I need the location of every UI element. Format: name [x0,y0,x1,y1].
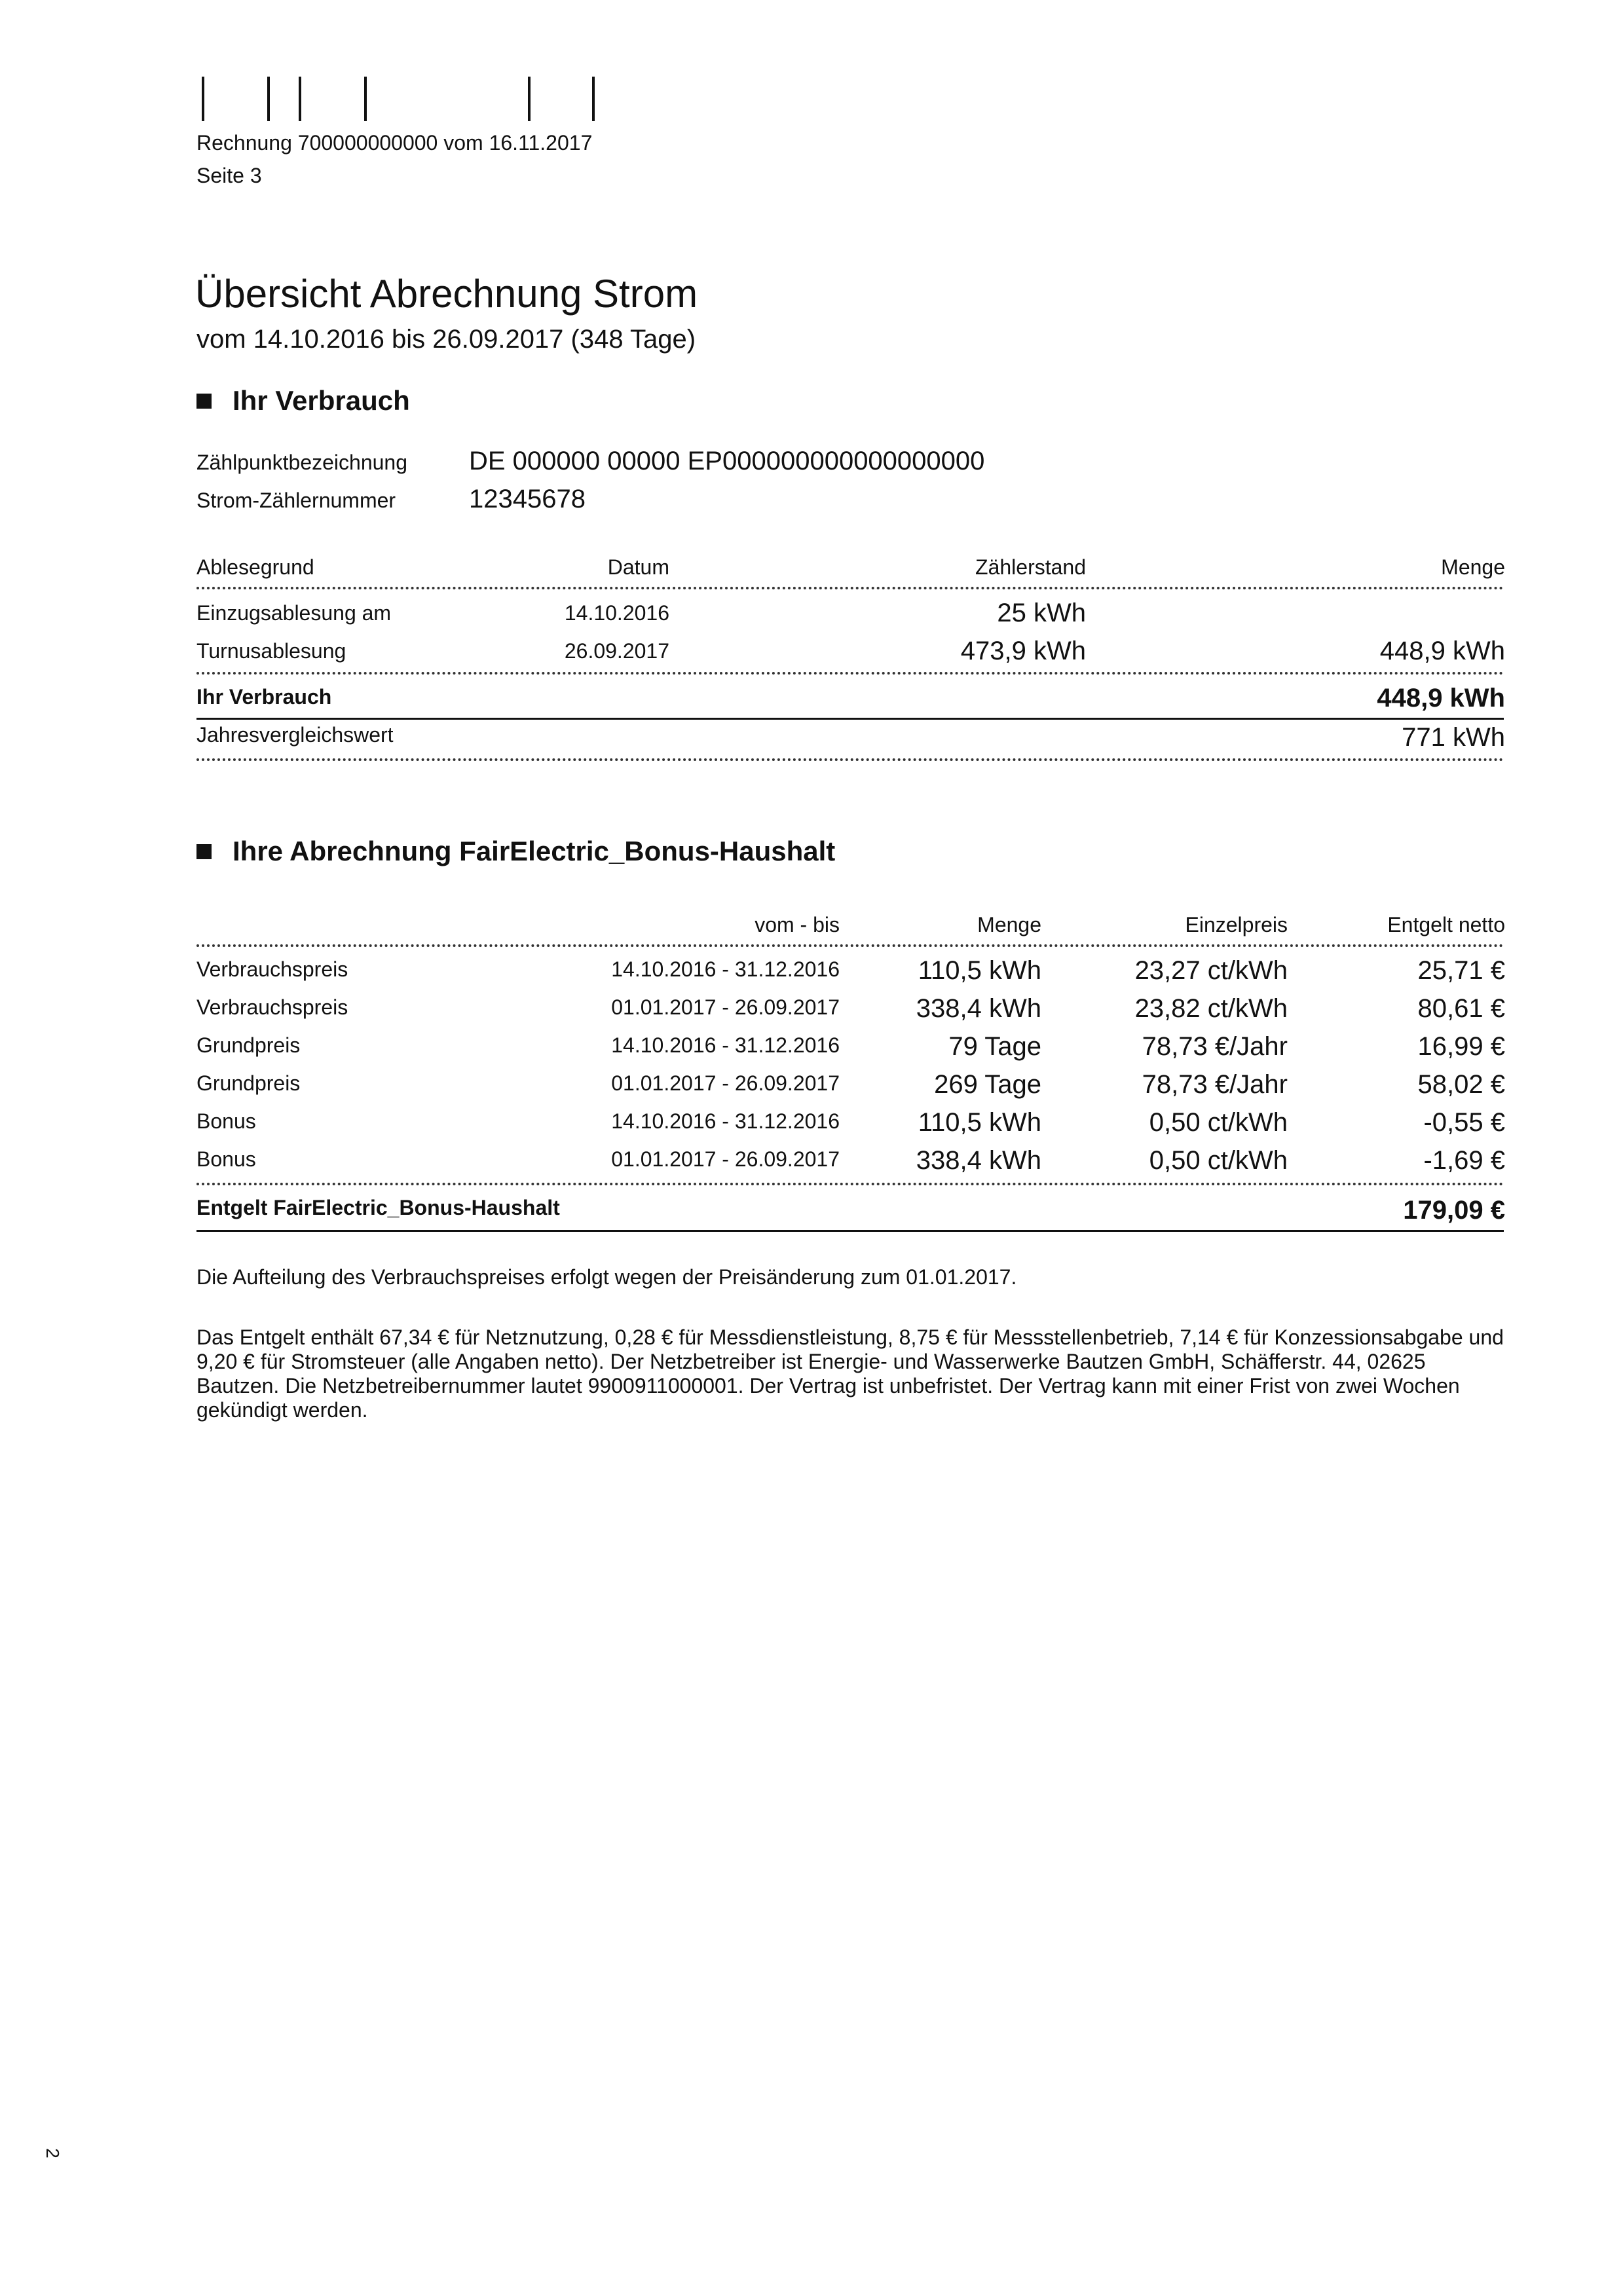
margin-number: 2 [42,2148,63,2158]
col-header-quantity: Menge [977,913,1041,936]
meter-number-label: Strom-Zählernummer [196,489,396,512]
billing-item: Grundpreis [196,1071,301,1095]
billing-net: -1,69 € [1423,1146,1505,1175]
reading-reason: Turnusablesung [196,639,346,663]
billing-net: 25,71 € [1417,956,1505,985]
billing-unit-price: 23,27 ct/kWh [1134,956,1288,985]
reading-value: 473,9 kWh [960,637,1086,665]
col-header-net: Entgelt netto [1387,913,1505,936]
fee-details-note: Das Entgelt enthält 67,34 € für Netznutzung, 0,28 € für Messdienstleistung, 8,75 € für Messstellenbetrieb, 7,14 € für Konzessionsabgabe und 9,20 € für Stromsteuer (alle Angaben netto). Der Netzbetreiber ist Energie- und Wasserwerke Bautzen GmbH, Schäfferstr. 44, 02625 Bautzen. Die Netzbetreibernummer lautet 9900911000001. Der Vertrag ist unbefristet. Der Vertrag kann mit einer Frist von zwei Wochen gekündigt werden. [196,1325,1504,1422]
reading-amount: 448,9 kWh [1379,637,1505,665]
annual-comparison-value: 771 kWh [1402,723,1505,752]
billing-period: 01.01.2017 - 26.09.2017 [611,1071,840,1095]
row-divider [196,587,1504,589]
meter-point-label: Zählpunktbezeichnung [196,451,408,474]
row-divider [196,758,1504,761]
billing-item: Bonus [196,1147,256,1171]
reading-value: 25 kWh [997,599,1086,627]
col-header-amount: Menge [1441,555,1505,579]
billing-period: 01.01.2017 - 26.09.2017 [611,1147,840,1171]
billing-quantity: 269 Tage [934,1070,1041,1099]
row-divider [196,672,1504,675]
billing-unit-price: 0,50 ct/kWh [1149,1108,1288,1137]
billing-item: Grundpreis [196,1033,301,1057]
billing-net: 80,61 € [1417,994,1505,1023]
billing-total-value: 179,09 € [1403,1196,1505,1225]
col-header-unit-price: Einzelpreis [1185,913,1288,936]
section-billing-heading: Ihre Abrechnung FairElectric_Bonus-Haushalt [196,836,835,867]
reading-date: 14.10.2016 [564,601,669,625]
billing-quantity: 338,4 kWh [916,994,1041,1023]
meter-point-value: DE 000000 00000 EP000000000000000000 [469,447,985,475]
section-consumption-heading: Ihr Verbrauch [196,385,410,417]
billing-period: 14.10.2016 - 31.12.2016 [611,1109,840,1133]
consumption-total-value: 448,9 kWh [1377,684,1505,713]
billing-period: 14.10.2016 - 31.12.2016 [611,957,840,981]
billing-unit-price: 23,82 ct/kWh [1134,994,1288,1023]
col-header-period: vom - bis [755,913,840,936]
row-divider [196,718,1504,720]
billing-net: -0,55 € [1423,1108,1505,1137]
page-label: Seite 3 [196,164,262,187]
price-split-note: Die Aufteilung des Verbrauchspreises erfolgt wegen der Preisänderung zum 01.01.2017. [196,1265,1017,1289]
reading-date: 26.09.2017 [564,639,669,663]
billing-quantity: 79 Tage [948,1032,1041,1061]
billing-period: vom 14.10.2016 bis 26.09.2017 (348 Tage) [196,325,696,354]
page-title: Übersicht Abrechnung Strom [195,272,698,316]
invoice-line: Rechnung 700000000000 vom 16.11.2017 [196,131,593,155]
billing-item: Verbrauchspreis [196,957,348,981]
row-divider [196,1183,1504,1185]
billing-unit-price: 78,73 €/Jahr [1142,1032,1288,1061]
billing-unit-price: 0,50 ct/kWh [1149,1146,1288,1175]
square-bullet-icon [196,844,212,859]
reading-reason: Einzugsablesung am [196,601,392,625]
billing-period: 14.10.2016 - 31.12.2016 [611,1033,840,1057]
annual-comparison-label: Jahresvergleichswert [196,723,394,747]
meter-number-value: 12345678 [469,485,586,513]
billing-item: Verbrauchspreis [196,995,348,1019]
billing-item: Bonus [196,1109,256,1133]
row-divider [196,1230,1504,1232]
billing-net: 58,02 € [1417,1070,1505,1099]
square-bullet-icon [196,394,212,409]
row-divider [196,944,1504,947]
consumption-total-label: Ihr Verbrauch [196,685,332,709]
billing-quantity: 110,5 kWh [918,1108,1041,1137]
billing-net: 16,99 € [1417,1032,1505,1061]
billing-quantity: 110,5 kWh [918,956,1041,985]
billing-quantity: 338,4 kWh [916,1146,1041,1175]
col-header-date: Datum [607,555,669,579]
col-header-reason: Ablesegrund [196,555,314,579]
billing-period: 01.01.2017 - 26.09.2017 [611,995,840,1019]
billing-unit-price: 78,73 €/Jahr [1142,1070,1288,1099]
col-header-reading: Zählerstand [975,555,1086,579]
billing-total-label: Entgelt FairElectric_Bonus-Haushalt [196,1196,560,1219]
